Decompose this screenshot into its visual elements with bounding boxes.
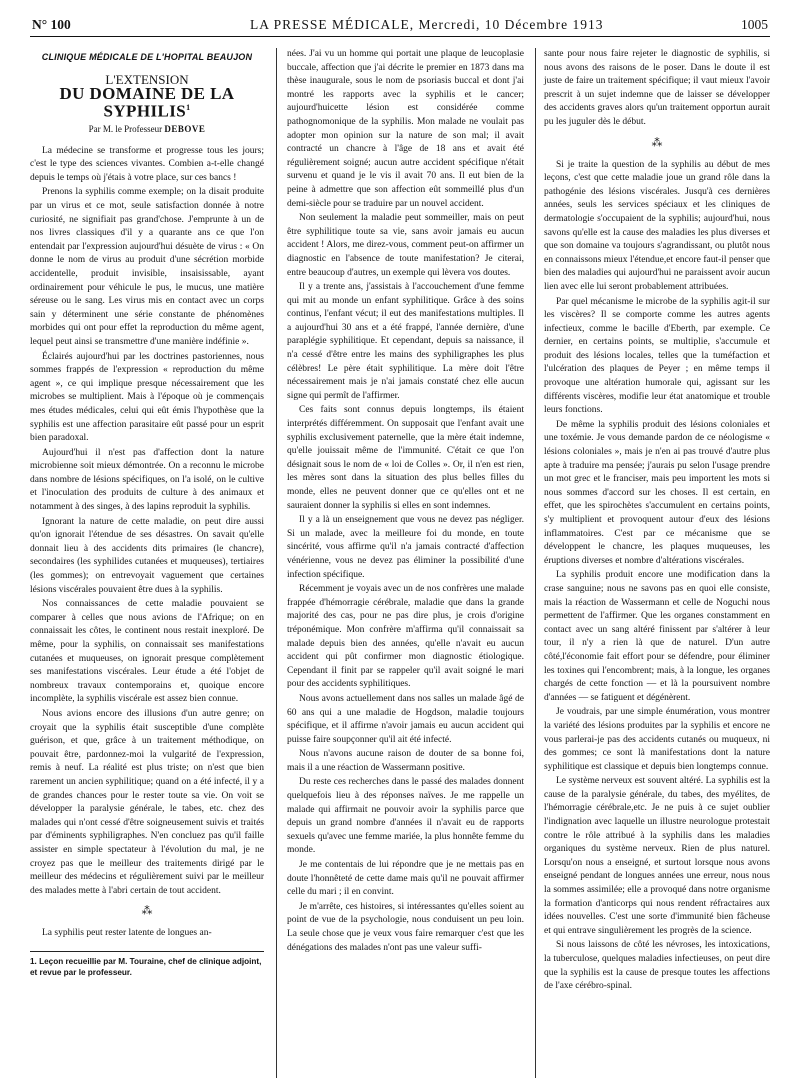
column-rule	[276, 48, 277, 1078]
paragraph: La syphilis peut rester latente de longues an-	[42, 928, 212, 939]
paragraph: Nous avions encore des illusions d'un autre genre; on croyait que la syphilis était susceptible d'une complète guérison, et que, grâce à un traitement méthodique, on pouvait être, pardonnez-moi la vulgarité de l'expression, remis à neuf. La réalité est plus triste; on n'est que bien rarement un ancien syphilitique; quand on a été infecté, il y a de grandes chances pour le rester toute sa vie. On voit se développer la paralysie générale, le tabes, etc. chez des malades qui n'ont cessé d'être soigneusement suivis et traités par d'éminents syphiligraphes. N'en concluez pas qu'il faille assister en simple spectateur à l'évolution du mal, je ne croyez pas que le meilleur des traitements dirigé par le meilleur des médecins et régulièrement suivi par le meilleur des malades mette à l'abri certain de tout accident.	[30, 708, 264, 896]
column-rule	[535, 48, 536, 1078]
paragraph: Je me contentais de lui répondre que je ne mettais pas en doute l'honnêteté de cette dame mais qu'il ne pouvait affirmer celle du mari ; il en convint.	[287, 860, 524, 898]
paragraph: Récemment je voyais avec un de nos confrères une malade frappée d'hémorragie cérébrale, maladie que dans la grande majorité des cas, pour ne pas dire plus, je crois d'origine tréponémique. Mon confrère m'affirma qu'il connaissait sa malade depuis bien des années, qu'elle n'avait eu aucun accident qui pût confirmer mon diagnostic étiologique. Cependant il finit par se rappeler qu'il avait soigné le mari pour des accidents syphilitiques.	[287, 584, 524, 690]
column-2	[287, 48, 524, 956]
paragraph: Par quel mécanisme le microbe de la syphilis agit-il sur les viscères? Il se comporte comme les autres agents infectieux, comme le bacille d'Eberth, par exemple. Ce dernier, en certains points, se multiplie, s'accumule et produit des lésions locales, telles que la tuméfaction et l'ulcération des plaques de Peyer ; en même temps il provoque une altération humorale qui, agissant sur les différents viscères, modifie leur état anatomique et trouble leurs fonctions.	[544, 296, 770, 416]
section-separator: ⁂	[651, 136, 663, 149]
article-title	[30, 84, 264, 121]
paragraph: Je m'arrête, ces histoires, si intéressantes qu'elles soient au point de vue de la psychologie, nous conduisent un peu loin. La seule chose que je veux vous faire remarquer c'est que les dénégations des malades n'ont pas une valeur suffi-	[287, 901, 524, 953]
paragraph: Nos connaissances de cette maladie pouvaient se comparer à celles que nous avions de l'Afrique; on en connaissait les côtes, le continent nous restait inexploré. De même, pour la syphilis, on connaissait ses manifestations cutanées et muqueuses, on ignorait presque complètement ses manifestations viscérales. Leur étude a été l'objet de nombreux travaux contemporains et, quoique encore incomplète, la syphilis viscérale est assez bien connue.	[30, 599, 264, 705]
column-1	[30, 48, 264, 978]
paragraph: Nous n'avons aucune raison de douter de sa bonne foi, mais il a une réaction de Wassermann positive.	[287, 749, 524, 773]
paragraph: Je voudrais, par une simple énumération, vous montrer la variété des lésions produites par la syphilis et encore ne vous parlerai-je pas des accidents cutanés ou muqueux, ni des gommes; ce sont là manifestations dont la nature syphilitique est classique et depuis bien longtemps connue.	[544, 707, 770, 772]
paragraph: Du reste ces recherches dans le passé des malades donnent quelquefois lieu à des réponses naïves. Je me rappelle un malade qui affirmait ne pouvoir avoir la syphilis parce que depuis un grand nombre d'années il n'avait eu de rapports sexuels qu'avec une femme mariée, la plus honnête femme du monde.	[287, 777, 524, 856]
footnote: 1. Leçon recueillie par M. Touraine, chef de clinique adjoint, et revue par le professeur.	[30, 951, 264, 978]
article-title-line2: DU DOMAINE DE LA SYPHILIS	[59, 84, 235, 121]
article-title-line1: L'EXTENSION	[105, 71, 189, 87]
paragraph: Ignorant la nature de cette maladie, on peut dire aussi qu'on ignorait l'étendue de ses désastres. On savait qu'elle donnait lieu à des accidents dits primaires (le chancre), secondaires (les syphilides cutanées et muqueuses), tertiaires (les gommes); on entrevoyait vaguement que certaines lésions viscérales pouvaient être dues à la syphilis.	[30, 516, 264, 595]
paragraph: Il y a trente ans, j'assistais à l'accouchement d'une femme qui mit au monde un enfant syphilitique. Grâce à des soins continus, l'enfant vécut; il eut des manifestations multiples. Il a aujourd'hui 30 ans et a été frappé, l'année dernière, d'une paraplégie syphilitique. Et cependant, depuis sa naissance, il n'a cessé d'être entre les mains des syphiligraphes les plus célèbres! Le père était syphilitique. La mère doit l'être nécessairement mais je n'ai jamais constaté chez elle aucun signe qui permît de l'affirmer.	[287, 282, 524, 401]
footnote-ref[interactable]: 1	[186, 102, 191, 112]
paragraph: Prenons la syphilis comme exemple; on la disait produite par un virus et ce mot, seule satisfaction donnée à notre curiosité, ne signifiait pas grand'chose. J'emprunte à un de nos livres classiques d'il y a quarante ans ce que l'on entendait par l'expression aujourd'hui désuète de virus : « On donne le nom de virus au produit d'une sécrétion morbide accidentelle, produit invisible, insaisissable, ayant ordinairement pour véhicule le pus, le mucus, une matière séreuse ou le sang. Les virus mis en contact avec un corps sain y déterminent une série constante de phénomènes morbides qui ont pour effet la reproduction du même agent, lequel peut ainsi se transmettre d'une manière indéfinie ».	[30, 187, 264, 347]
paragraph: Si je traite la question de la syphilis au début de mes leçons, c'est que cette maladie joue un grand rôle dans la pathogénie des lésions viscérales. Jusqu'à ces dernières années, seuls les services spéciaux et les cliniques de dermatologie s'occupaient de la syphilis; aujourd'hui, nous savons qu'elle est la cause des maladies les plus diverses et que son domaine va toujours s'agrandissant, ou plutôt nous en connaissons mieux l'étendue,et encore faut-il penser que bien des maladies qui aujourd'hui ne paraissent avoir aucun lien avec elle lui seront probablement attribuées.	[544, 159, 770, 292]
issue-number: N° 100	[32, 17, 71, 32]
page-number: 1005	[741, 17, 768, 32]
column-3	[544, 48, 770, 995]
paragraph: Nous avons actuellement dans nos salles un malade âgé de 60 ans qui a une maladie de Hogdson, maladie toujours spécifique, et il affirme n'avoir jamais eu aucun accident qui puisse faire soupçonner qu'il ait été infecté.	[287, 693, 524, 745]
paragraph: Si nous laissons de côté les névroses, les intoxications, la tuberculose, quelques maladies infectieuses, on peut dire que la syphilis est la cause de presque toutes les affections de l'axe cérébro-spinal.	[544, 940, 770, 992]
paragraph: Éclairés aujourd'hui par les doctrines pastoriennes, nous sommes frappés de l'expression « reproduction du même agent », ce qui implique presque nécessairement que les microbes se multiplient. Mais à l'époque où je commençais mes études médicales, celui qui eût émis l'hypothèse que la syphilis est une affection parasitaire eût passé pour un esprit bien paradoxal.	[30, 351, 264, 444]
page-header	[30, 12, 770, 37]
author-name: DEBOVE	[164, 124, 206, 135]
paragraph: Non seulement la maladie peut sommeiller, mais on peut être syphilitique toute sa vie, sans avoir jamais eu aucun accident ! Alors, me direz-vous, comment peut-on affirmer un diagnostic en l'absence de toute manifestation? Je citerai, entre beaucoup d'autres, un exemple qui lèvera vos doutes.	[287, 213, 524, 278]
paragraph: De même la syphilis produit des lésions coloniales et une toxémie. Je vous demande pardon de ce néologisme « lésions coloniales », mais je n'en ai pas trouvé d'autre plus apte à traduire ma pensée; j'aurais pu selon l'usage prendre un mot grec et le franciser, mais peu importent les mots si nous sommes d'accord sur les choses. Il est certain, en effet, que les spirochètes s'accumulent en certains points, s'y multiplient et provoquent autour d'eux des lésions inflammatoires. C'est par ce mécanisme que se développent le chancre, les plaques muqueuses, les éruptions diverses et nombre d'altérations viscérales.	[544, 419, 770, 566]
paragraph: sante pour nous faire rejeter le diagnostic de syphilis, si nous avons des raisons de le poser. Dans le doute il est juste de faire un traitement spécifique; il vaut mieux l'avoir prescrit à un sujet indemne que de laisser se développer des accidents graves alors qu'un traitement opportun aurait pu les juguler dès le début.	[544, 49, 770, 127]
paragraph: Aujourd'hui il n'est pas d'affection dont la nature microbienne soit mieux démontrée. On a reconnu le microbe dans nombre de lésions spécifiques, on l'a isolé, on le cultive et l'inoculation des produits de culture à des animaux et notamment à des singes, à des lapins reproduit la syphilis.	[30, 447, 264, 513]
author-prefix: Par M. le Professeur	[88, 124, 165, 135]
paragraph: La médecine se transforme et progresse tous les jours; c'est le type des sciences vivantes. Combien a-t-elle changé depuis le temps où j'étais à votre place, sur ces bancs !	[30, 145, 264, 183]
paragraph: Ces faits sont connus depuis longtemps, ils étaient interprétés différemment. On supposait que l'enfant avait une syphilis exclusivement paternelle, que la mère était indemne, qu'elle jouissait même de l'immunité. C'était ce que l'on désignait sous le nom de « loi de Colles ». Or, il n'en est rien, les mères sont dans la situation des plus belles filles du monde, elles ne peuvent donner que ce qu'elles ont et ne sauraient donner la syphilis si elles en sont indemnes.	[287, 405, 524, 511]
paragraph: Le système nerveux est souvent altéré. La syphilis est la cause de la paralysie générale, du tabes, des myélites, de l'hémorragie cérébrale,etc. Je ne puis à ce sujet oublier l'indignation avec laquelle un illustre neurologue protestait contre le rôle attribué à la syphilis dans les maladies organiques du système nerveux. Rien de plus naturel. Lorsqu'on nous a enseigné, et surtout lorsque nous avons enseigné pendant de longues années une erreur, nous nous la sommes assimilée; elle a provoqué dans notre organisme la formation d'anticorps qui nous rendent réfractaires aux idées nouvelles. C'est une sorte d'immunité bien fâcheuse et qui entrave singulièrement les progrès de la science.	[544, 776, 770, 936]
section-separator: ⁂	[141, 905, 153, 918]
paragraph: nées. J'ai vu un homme qui portait une plaque de leucoplasie buccale, affection que j'ai décrite le premier en 1873 dans ma thèse inaugurale, sous le nom de psoriasis buccal et dont j'ai montré les rapports avec la syphilis et le cancer; aujourd'huicette lésion est considérée comme pathognomonique de la syphilis. Mon malade ne voulait pas adopter mon opinion sur la nature de son mal; il avait contracté un chancre à l'âge de 18 ans et avait été régulièrement soigné; aucun autre accident spécifique n'était survenu et quand je le vis il avait 70 ans. Il eut bien de la peine à admettre que son affection eût sommeillé plus d'un demi-siècle pour se traduire par un nouvel accident.	[287, 49, 524, 209]
byline	[30, 123, 264, 137]
journal-title: LA PRESSE MÉDICALE, Mercredi, 10 Décembre 1913	[250, 17, 604, 32]
section-label: CLINIQUE MÉDICALE DE L'HOPITAL BEAUJON	[41, 52, 253, 62]
paragraph: La syphilis produit encore une modification dans la crase sanguine; nous ne savons pas en quoi elle consiste, mais la réaction de Wassermann et celle de Noguchi nous permettent de l'affirmer. Que les organes constamment en contact avec un sang altéré finissent par s'altérer à leur tour, il n'y a rien là que de naturel. D'un autre côté,l'économie fait effort pour se défendre, pour éliminer les toxines qui l'encombrent; mais, à la longue, les organes chargés de cette fonction — et là la poursuivent nombre d'années — se fatiguent et dégénèrent.	[544, 570, 770, 703]
paragraph: Il y a là un enseignement que vous ne devez pas négliger. Si un malade, avec la meilleure foi du monde, en toute sincérité, vous affirme qu'il n'a jamais contracté d'affection vénérienne, vous ne devez pas éliminer la possibilité d'une infection spécifique.	[287, 515, 524, 580]
